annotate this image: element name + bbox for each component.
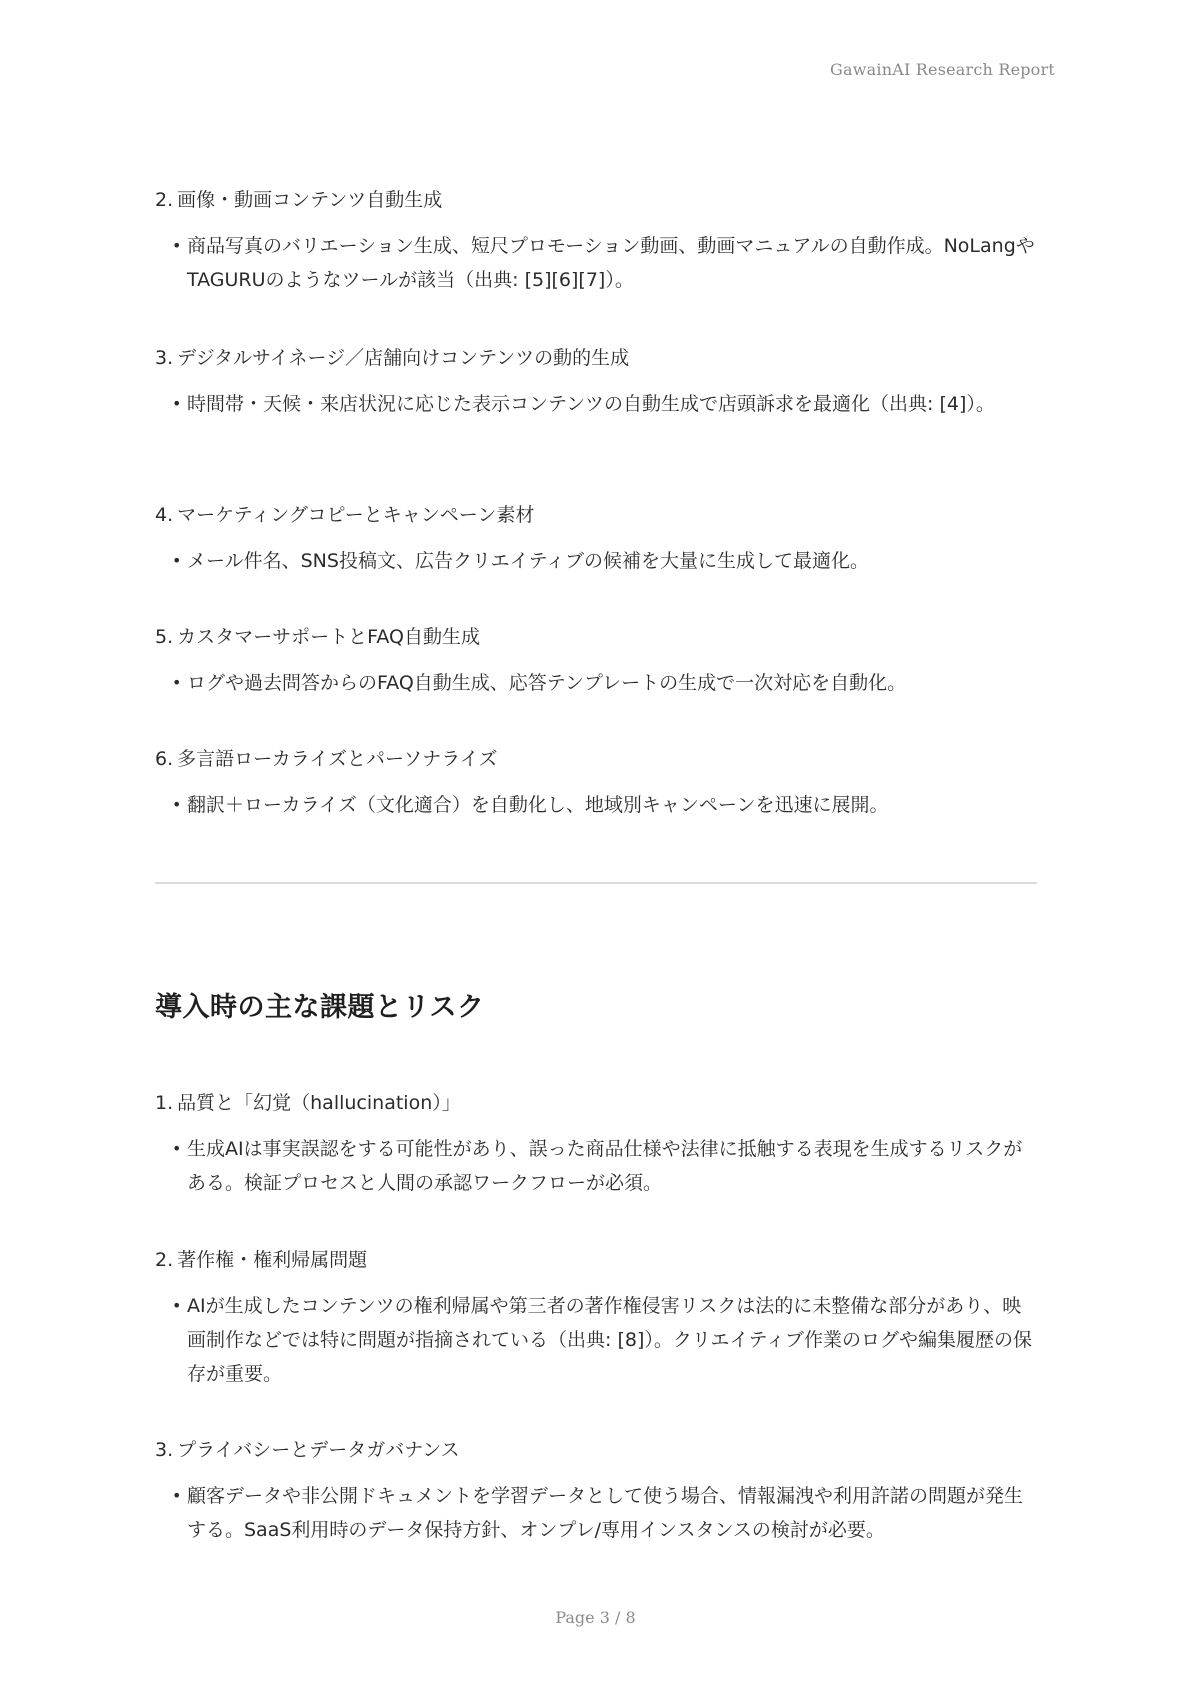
item-title-text: デジタルサイネージ／店舗向けコンテンツの動的生成 [177,347,630,369]
list-item [155,1090,1040,1200]
running-header: GawainAI Research Report [830,60,1055,79]
list-item [155,187,1040,297]
list-item [155,1437,1040,1547]
bullet-icon: • [172,795,182,814]
item-title-text: 多言語ローカライズとパーソナライズ [177,748,498,770]
item-number: 2. [155,1249,174,1271]
list-item [155,1247,1040,1391]
bullet-point [155,229,1040,297]
bullet-text: 時間帯・天候・来店状況に応じた表示コンテンツの自動生成で店頭訴求を最適化（出典: [4]）。 [187,393,995,415]
item-number: 5. [155,626,174,648]
bullet-icon: • [172,673,182,692]
bullet-text: 顧客データや非公開ドキュメントを学習データとして使う場合、情報漏洩や利用許諾の問題が発生する。SaaS利用時のデータ保持方針、オンプレ/専用インスタンスの検討が必要。 [187,1485,1024,1541]
list-item [155,502,1040,578]
section-heading: 導入時の主な課題とリスク [155,992,485,1023]
list-item [155,746,1040,822]
item-title-text: プライバシーとデータガバナンス [177,1439,460,1461]
section-divider [155,882,1037,884]
item-title [155,502,1040,528]
bullet-point [155,1289,1040,1391]
bullet-text: 生成AIは事実誤認をする可能性があり、誤った商品仕様や法律に抵触する表現を生成するリスクがある。検証プロセスと人間の承認ワークフローが必須。 [187,1138,1023,1194]
item-number: 4. [155,504,174,526]
item-title [155,345,1040,371]
item-title-text: カスタマーサポートとFAQ自動生成 [177,626,480,648]
item-title [155,1437,1040,1463]
list-item [155,624,1040,700]
bullet-point [155,1132,1040,1200]
item-number: 3. [155,347,174,369]
item-title [155,1090,1040,1116]
item-title [155,624,1040,650]
bullet-point [155,544,1040,578]
bullet-point [155,666,1040,700]
item-number: 1. [155,1092,174,1114]
page-number: Page 3 / 8 [555,1608,636,1627]
item-title-text: 画像・動画コンテンツ自動生成 [177,189,443,211]
item-title-text: マーケティングコピーとキャンペーン素材 [177,504,535,526]
item-number: 6. [155,748,174,770]
bullet-point [155,788,1040,822]
bullet-point [155,387,1040,421]
bullet-text: 商品写真のバリエーション生成、短尺プロモーション動画、動画マニュアルの自動作成。NoLangやTAGURUのようなツールが該当（出典: [5][6][7]）。 [187,235,1035,291]
item-title [155,187,1040,213]
bullet-text: AIが生成したコンテンツの権利帰属や第三者の著作権侵害リスクは法的に未整備な部分があり、映画制作などでは特に問題が指摘されている（出典: [8]）。クリエイティブ作業のログや編集履歴の保存が重要。 [187,1295,1032,1385]
item-title [155,746,1040,772]
item-number: 3. [155,1439,174,1461]
bullet-text: ログや過去問答からのFAQ自動生成、応答テンプレートの生成で一次対応を自動化。 [187,672,907,694]
list-item [155,345,1040,421]
bullet-icon: • [172,394,182,413]
bullet-text: メール件名、SNS投稿文、広告クリエイティブの候補を大量に生成して最適化。 [187,550,870,572]
bullet-icon: • [172,1139,182,1158]
item-title [155,1247,1040,1273]
item-title-text: 著作権・権利帰属問題 [177,1249,368,1271]
bullet-text: 翻訳＋ローカライズ（文化適合）を自動化し、地域別キャンペーンを迅速に展開。 [187,794,889,816]
item-title-text: 品質と「幻覚（hallucination）」 [177,1092,461,1114]
bullet-point [155,1479,1040,1547]
item-number: 2. [155,189,174,211]
bullet-icon: • [172,551,182,570]
bullet-icon: • [172,1486,182,1505]
bullet-icon: • [172,1296,182,1315]
bullet-icon: • [172,236,182,255]
